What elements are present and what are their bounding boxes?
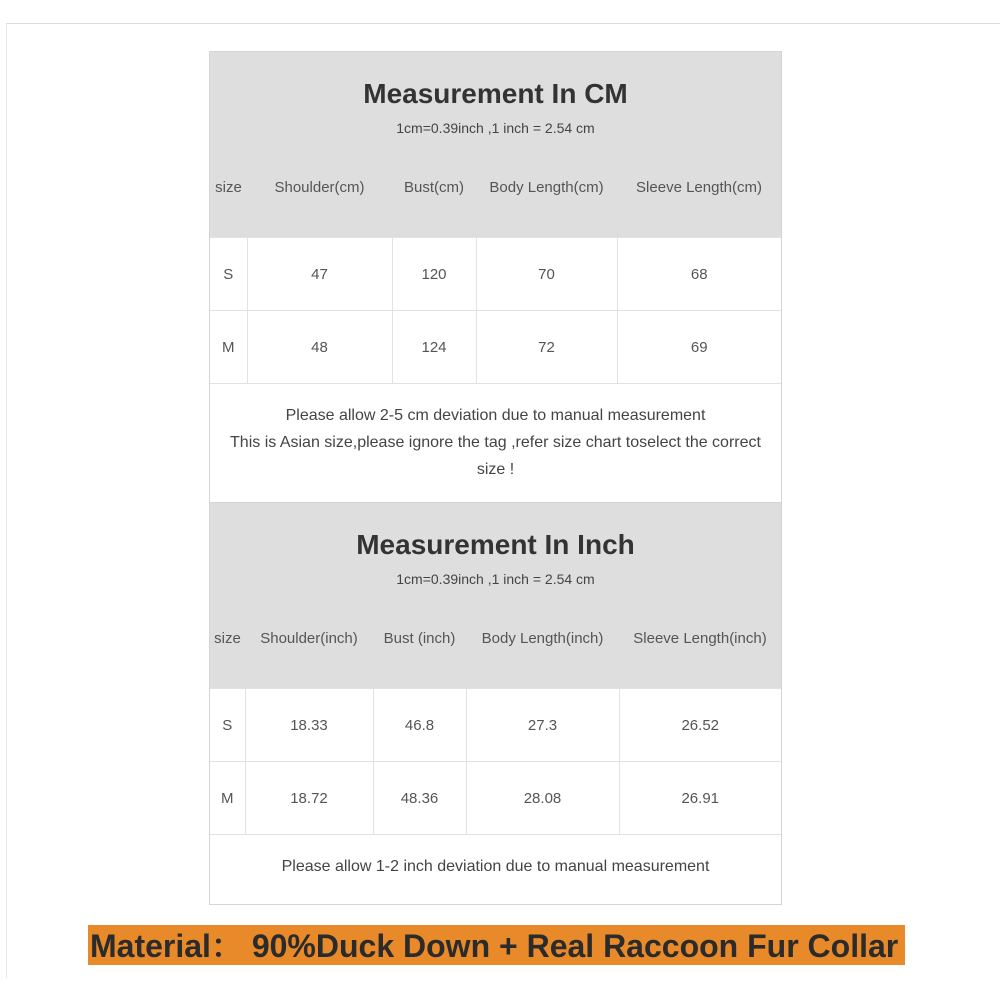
table-cell: 69: [617, 311, 781, 384]
table-cell: 46.8: [373, 689, 466, 762]
size-table: [210, 137, 781, 384]
column-header: Bust(cm): [392, 137, 476, 238]
column-header: Body Length(cm): [476, 137, 617, 238]
table-cell: 18.33: [245, 689, 373, 762]
column-header: Body Length(inch): [466, 588, 619, 689]
table-header-row: [210, 137, 781, 238]
deviation-note-line: Please allow 2-5 cm deviation due to manual measurement: [285, 407, 706, 424]
table-row: [210, 762, 781, 835]
material-banner: Material： 90%Duck Down + Real Raccoon Fur Collar: [88, 925, 905, 965]
table-cell: 28.08: [466, 762, 619, 835]
table-cell: 120: [392, 238, 476, 311]
table-row: [210, 311, 781, 384]
table-cell: M: [210, 311, 247, 384]
table-cell: M: [210, 762, 245, 835]
table-cell: 124: [392, 311, 476, 384]
table-cell: 68: [617, 238, 781, 311]
deviation-note: Please allow 1-2 inch deviation due to manual measurement: [281, 858, 710, 875]
table-cell: 27.3: [466, 689, 619, 762]
table-cell: 72: [476, 311, 617, 384]
size-table: [210, 588, 781, 835]
asian-size-note: This is Asian size,please ignore the tag ,refer size chart toselect the correct size !: [230, 434, 761, 478]
chart-title: Measurement In CM: [363, 78, 628, 109]
column-header: Bust (inch): [373, 588, 466, 689]
column-header: Sleeve Length(cm): [617, 137, 781, 238]
column-header: Sleeve Length(inch): [619, 588, 781, 689]
table-cell: 48: [247, 311, 392, 384]
table-row: [210, 238, 781, 311]
conversion-note: 1cm=0.39inch ,1 inch = 2.54 cm: [396, 120, 595, 136]
size-chart-cm: [209, 51, 782, 503]
conversion-note: 1cm=0.39inch ,1 inch = 2.54 cm: [396, 571, 595, 587]
chart-header: [210, 52, 781, 137]
column-header: Shoulder(cm): [247, 137, 392, 238]
table-cell: 26.91: [619, 762, 781, 835]
column-header: Shoulder(inch): [245, 588, 373, 689]
table-cell: S: [210, 689, 245, 762]
table-header-row: [210, 588, 781, 689]
table-cell: 18.72: [245, 762, 373, 835]
chart-title: Measurement In Inch: [356, 529, 635, 560]
column-header: size: [210, 588, 245, 689]
chart-header: [210, 503, 781, 588]
table-cell: S: [210, 238, 247, 311]
table-cell: 26.52: [619, 689, 781, 762]
size-chart-inch: [209, 503, 782, 905]
table-cell: 70: [476, 238, 617, 311]
column-header: size: [210, 137, 247, 238]
deviation-note: [210, 384, 781, 483]
table-cell: 47: [247, 238, 392, 311]
table-row: [210, 689, 781, 762]
table-cell: 48.36: [373, 762, 466, 835]
